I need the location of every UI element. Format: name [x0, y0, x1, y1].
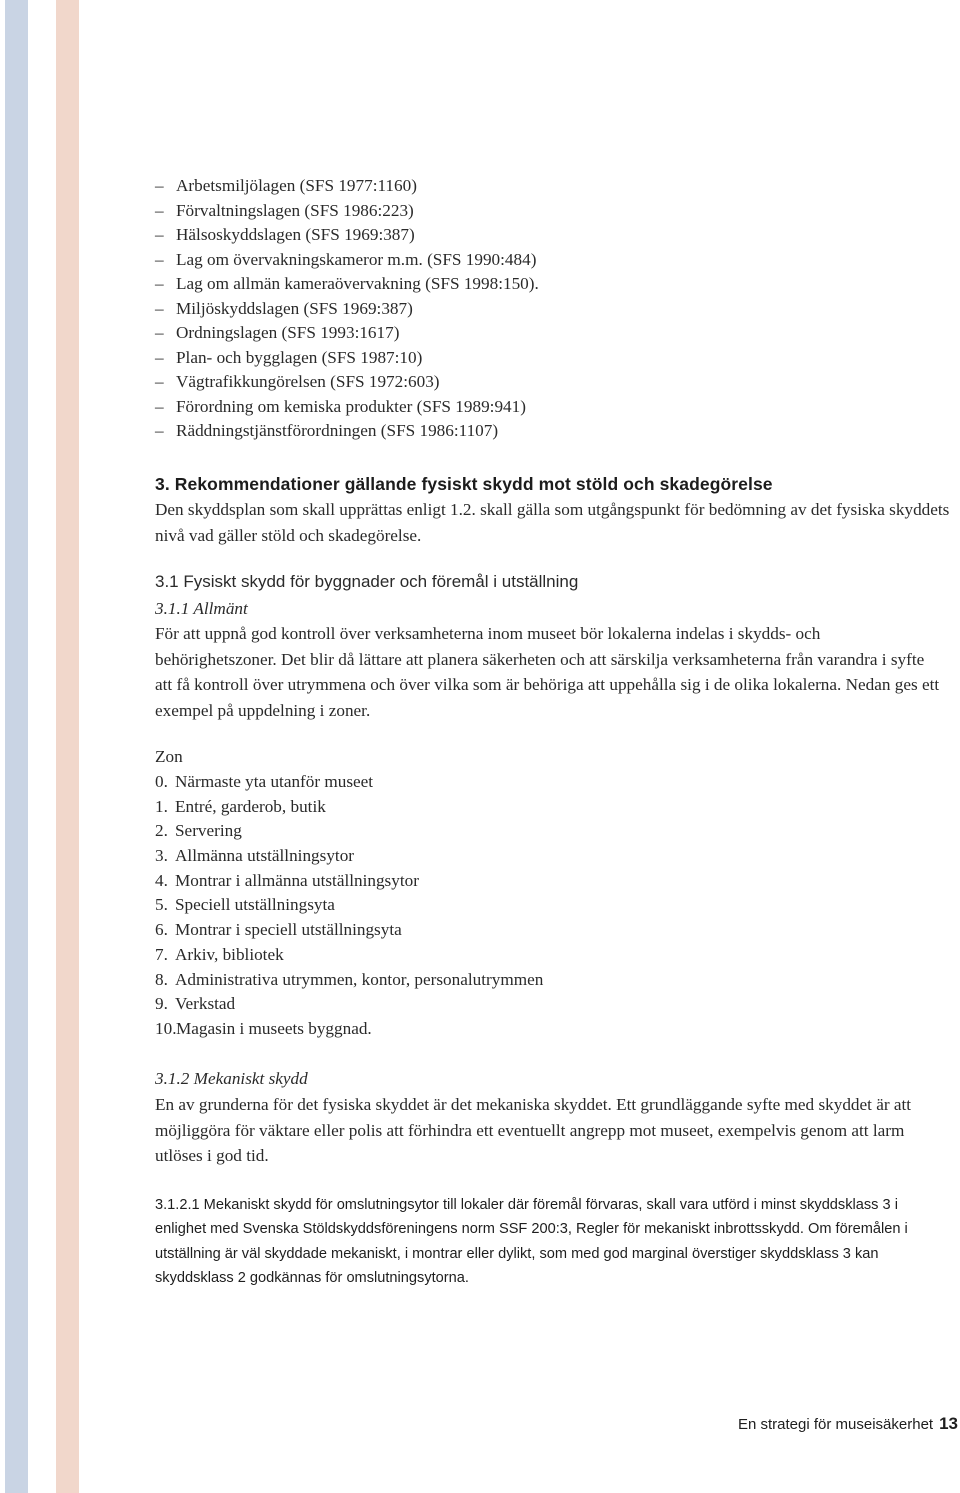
left-stripe-pink [56, 0, 79, 1493]
footer-title: En strategi för museisäkerhet [737, 1416, 934, 1433]
page-footer [738, 1414, 958, 1434]
section-3-1-2-text: En av grunderna för det fysiska skyddet är det mekaniska skyddet. Ett grundläggande syfte med skyddet är att möjliggöra för väktare eller polis att förhindra ett eventuellt angrepp mot museet, exempelvis genom att larm utlöses i god tid. [155, 1095, 912, 1165]
section-3-heading: 3. Rekommendationer gällande fysiskt skydd mot stöld och skadegörelse [155, 474, 773, 494]
list-item: 7. Arkiv, bibliotek [155, 944, 284, 964]
list-item: 1. Entré, garderob, butik [155, 796, 326, 816]
list-item: – Miljöskyddslagen (SFS 1969:387) [155, 298, 413, 318]
zone-title: Zon [155, 747, 183, 766]
section-3-1-1-heading: 3.1.1 Allmänt [155, 599, 248, 618]
list-item: – Ordningslagen (SFS 1993:1617) [155, 323, 400, 342]
list-item: – Vägtrafikkungörelsen (SFS 1972:603) [155, 372, 440, 391]
list-item: 3. Allmänna utställningsytor [155, 846, 355, 866]
list-item: – Förvaltningslagen (SFS 1986:223) [155, 200, 414, 220]
list-item: – Hälsoskyddslagen (SFS 1969:387) [155, 225, 415, 244]
zone-list [155, 770, 955, 1042]
list-item: 9. Verkstad [155, 994, 236, 1014]
page-number: 13 [939, 1414, 958, 1433]
section-3-intro: Den skyddsplan som skall upprättas enligt 1.2. skall gälla som utgångspunkt för bedömning av det fysiska skyddets nivå vad gäller stöld och skadegörelse. [155, 500, 950, 545]
list-item: 5. Speciell utställningsyta [155, 895, 335, 915]
list-item: 8. Administrativa utrymmen, kontor, personalutrymmen [155, 969, 544, 989]
list-item: 0. Närmaste yta utanför museet [155, 772, 374, 791]
list-item: – Lag om övervakningskameror m.m. (SFS 1990:484) [155, 249, 537, 269]
list-item: – Lag om allmän kameraövervakning (SFS 1998:150). [155, 274, 539, 293]
list-item: – Plan- och bygglagen (SFS 1987:10) [155, 347, 423, 367]
list-item: 6. Montrar i speciell utställningsyta [155, 920, 402, 940]
section-3-1-1-text: För att uppnå god kontroll över verksamheterna inom museet bör lokalerna indelas i skydds- och behörighetszoner. Det blir då lättare att planera säkerheten och att särskilja verksamheterna från varandra i syfte att få kontroll över utrymmena och över vilka som är behöriga att uppehålla sig i de olika lokalerna. Nedan ges ett exempel på uppdelning i zoner. [155, 624, 940, 720]
left-stripe-blue [5, 0, 28, 1493]
section-3-1-heading: 3.1 Fysiskt skydd för byggnader och föremål i utställning [155, 572, 579, 591]
section-3-1-2-1-text: 3.1.2.1 Mekaniskt skydd för omslutningsytor till lokaler där föremål förvaras, skall vara utförd i minst skyddsklass 3 i enlighet med Svenska Stöldskyddsföreningens norm SSF 200:3, Regler för mekaniskt inbrottsskydd. Om föremålen i utställning är väl skyddade mekaniskt, i montrar eller dylikt, som med god marginal överstiger skyddsklass 3 kan skyddsklass 2 godkännas för omslutningsytorna. [155, 1197, 908, 1286]
section-3-1-2-heading: 3.1.2 Mekaniskt skydd [155, 1069, 308, 1088]
list-item: – Förordning om kemiska produkter (SFS 1989:941) [155, 396, 526, 416]
list-item: – Arbetsmiljölagen (SFS 1977:1160) [155, 176, 417, 195]
list-item: 4. Montrar i allmänna utställningsytor [155, 870, 419, 890]
list-item: – Räddningstjänstförordningen (SFS 1986:1107) [155, 421, 499, 440]
list-item: 2. Servering [155, 821, 242, 841]
list-item: 10.Magasin i museets byggnad. [155, 1018, 372, 1038]
law-list [155, 174, 539, 444]
